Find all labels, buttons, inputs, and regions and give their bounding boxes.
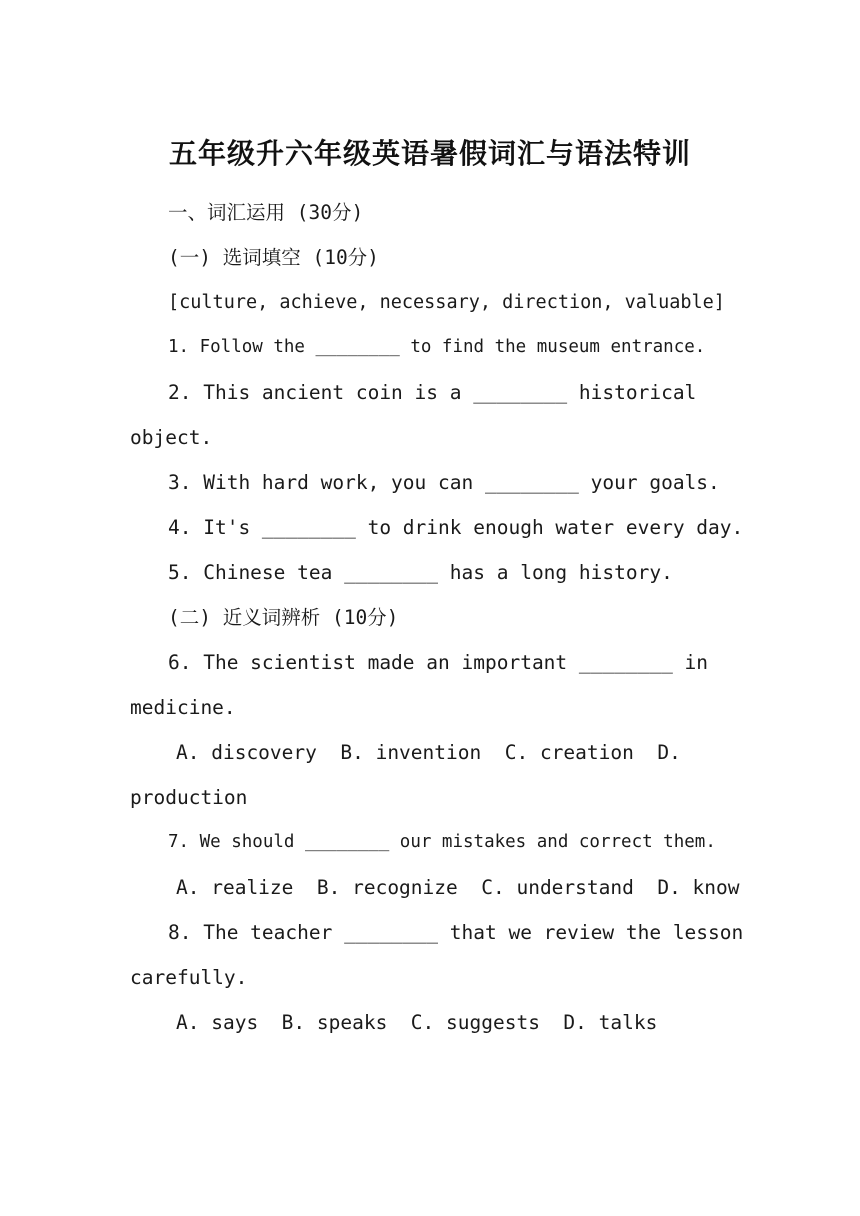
question-2-continued: object. [130,426,213,449]
question-7-options: A. realize B. recognize C. understand D. know [176,876,740,899]
question-2: 2. This ancient coin is a ________ historical [168,381,697,404]
question-6-options-continued: production [130,786,248,809]
question-3: 3. With hard work, you can ________ your goals. [168,471,720,494]
question-8-options: A. says B. speaks C. suggests D. talks [176,1011,658,1034]
subsection-heading: (二) 近义词辨析 (10分) [168,606,399,629]
question-6-continued: medicine. [130,696,236,719]
subsection-heading: (一) 选词填空 (10分) [168,246,379,269]
question-1: 1. Follow the ________ to find the museum entrance. [168,337,706,357]
question-8: 8. The teacher ________ that we review the lesson [168,921,744,944]
document-title: 五年级升六年级英语暑假词汇与语法特训 [168,137,691,170]
question-8-continued: carefully. [130,966,248,989]
section-heading: 一、词汇运用 (30分) [168,201,364,224]
question-5: 5. Chinese tea ________ has a long history. [168,561,673,584]
question-6: 6. The scientist made an important ________ in [168,651,709,674]
question-7: 7. We should ________ our mistakes and correct them. [168,832,716,852]
question-4: 4. It's ________ to drink enough water every day. [168,516,744,539]
document-body [130,190,744,1045]
word-bank: [culture, achieve, necessary, direction, valuable] [168,292,725,313]
question-6-options: A. discovery B. invention C. creation D. [176,741,681,764]
